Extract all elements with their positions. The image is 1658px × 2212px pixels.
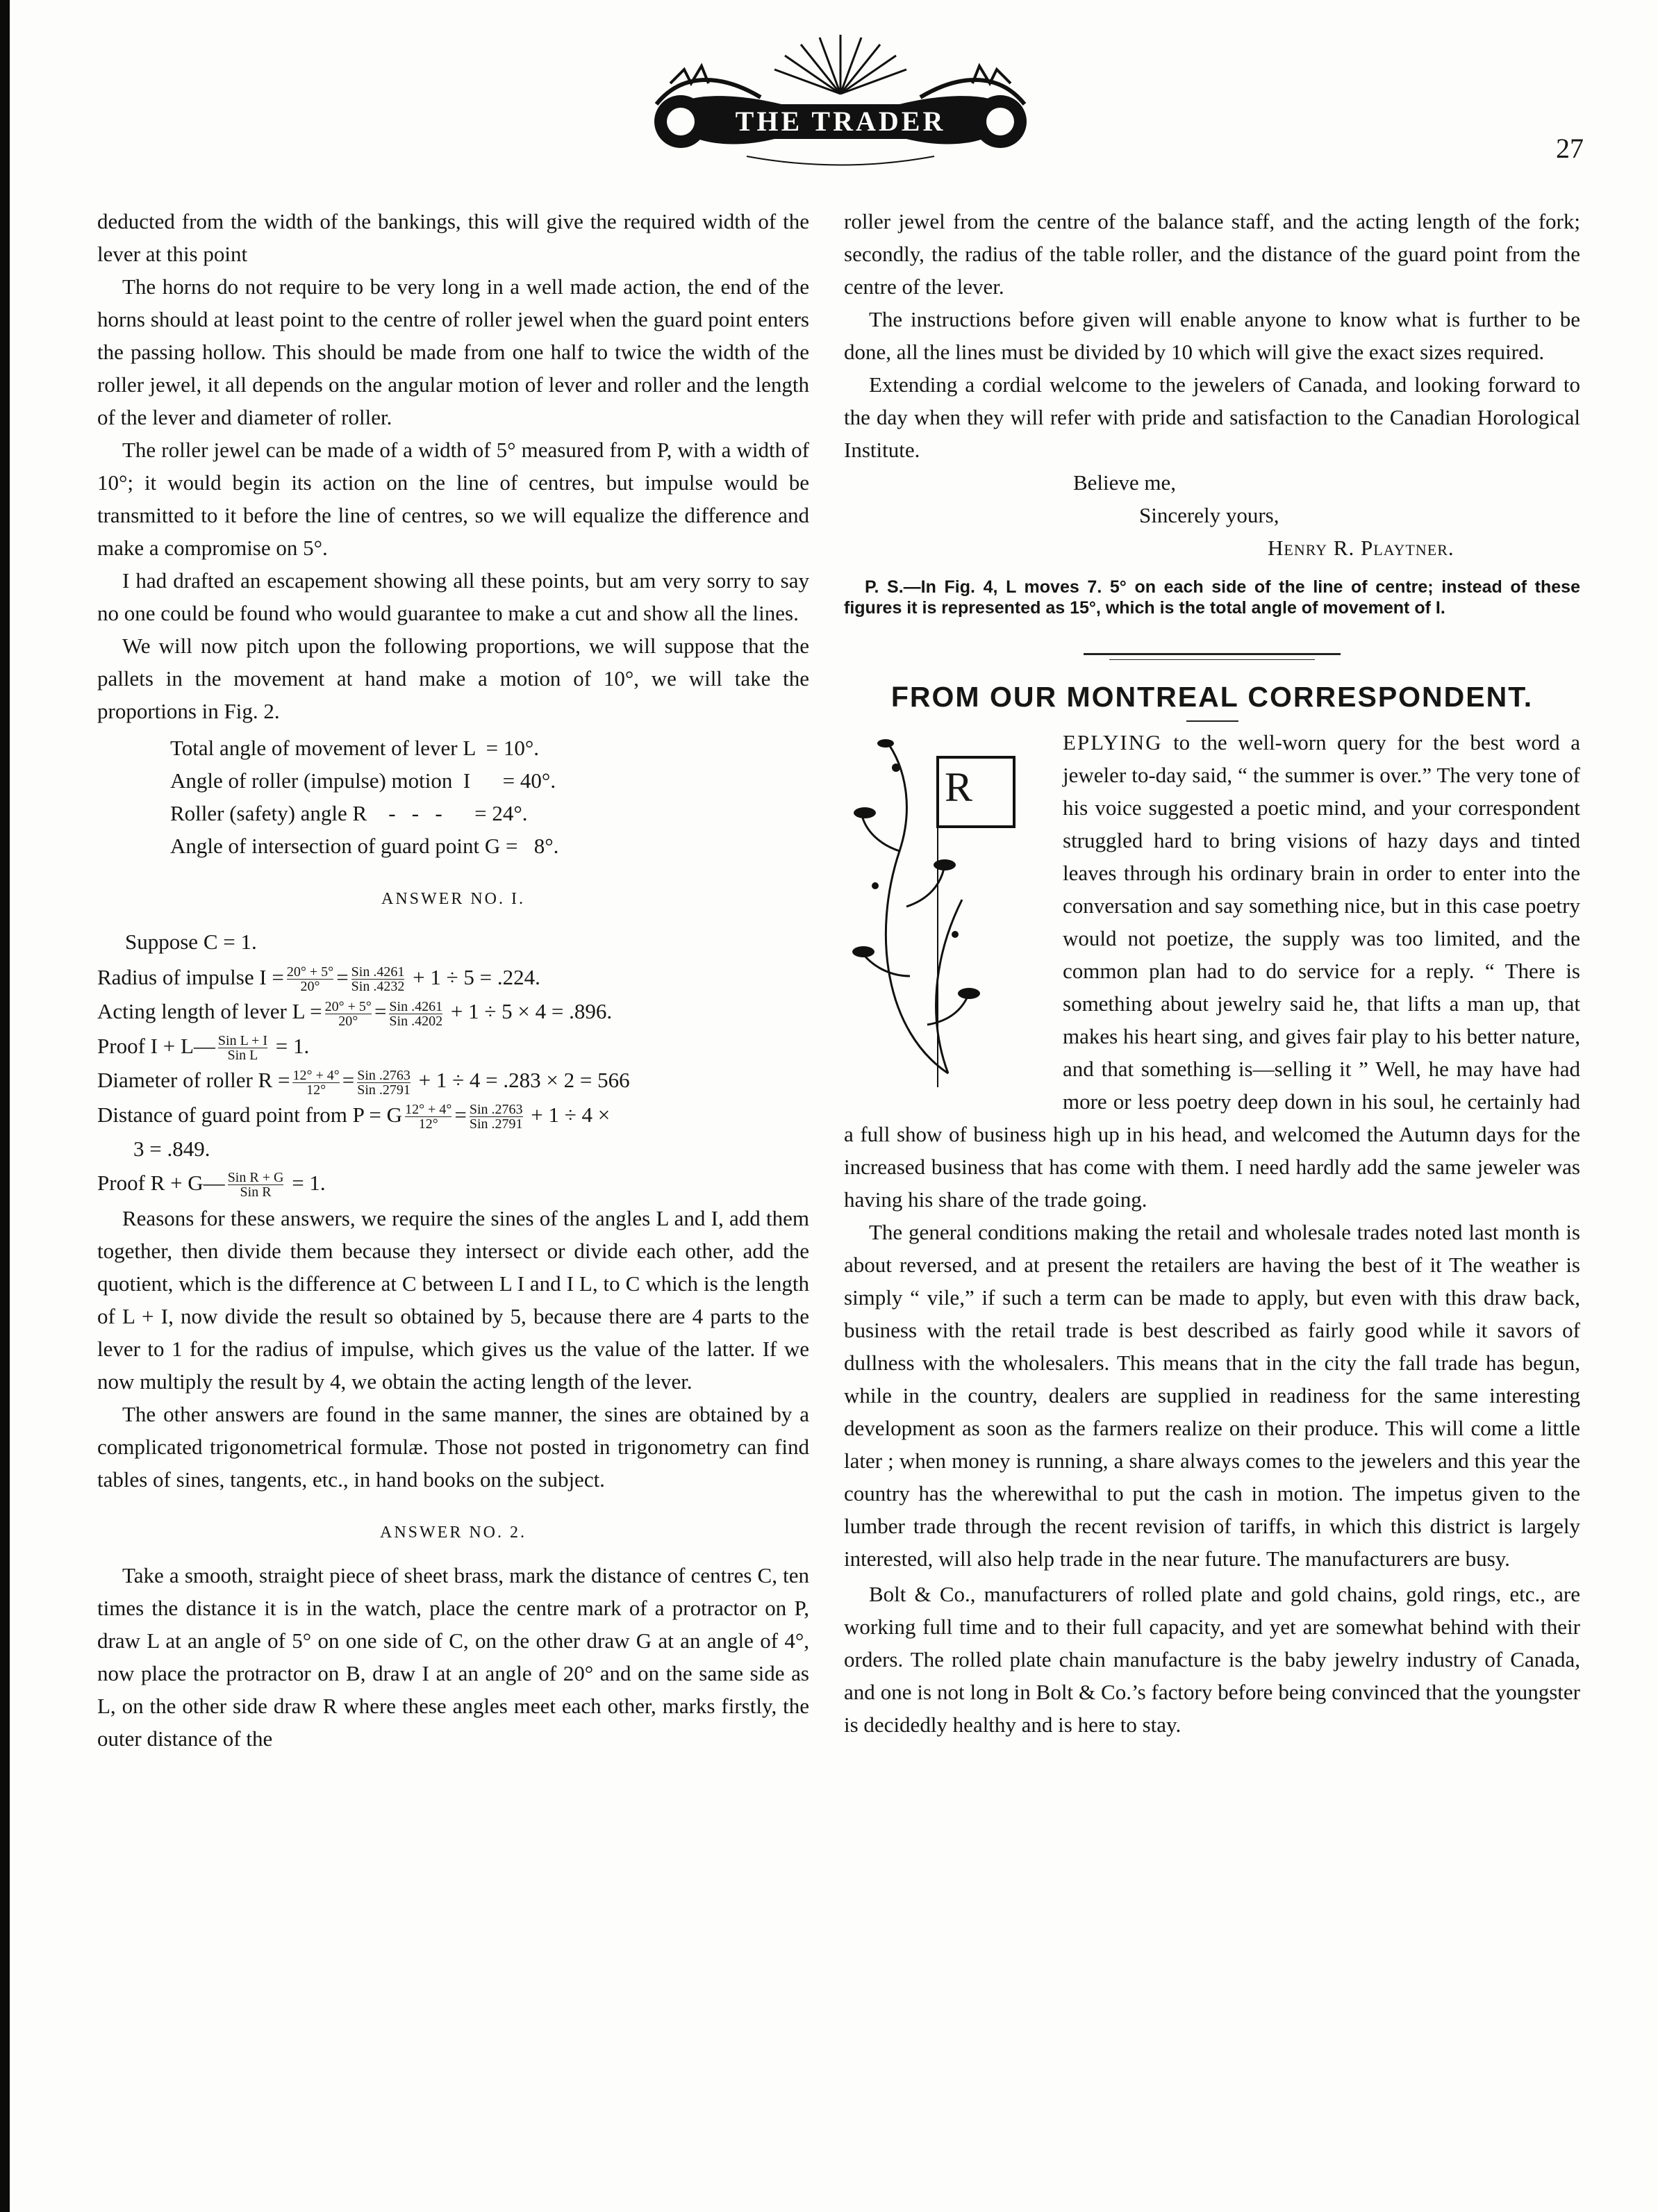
paragraph: Extending a cordial welcome to the jewelers of Canada, and looking forward to the day when they will refer with pride and satisfaction to the Canadian Horological Institute.: [844, 372, 1580, 462]
formula-fraction: [292, 1068, 339, 1097]
paragraph: The other answers are found in the same manner, the sines are obtained by a complicated trigonometrical formulæ. Those not posted in trigonometry can find tables of sines, tangents, etc., in hand books on the subject.: [97, 1402, 809, 1492]
formula-lhs: Distance of guard point from P = G: [97, 1102, 403, 1127]
formula-rest: + 1 ÷ 5 = .224.: [413, 965, 540, 989]
proportions-list: [170, 732, 809, 862]
section-title: FROM OUR MONTREAL CORRESPONDENT.: [890, 681, 1534, 713]
proportion-item: Angle of intersection of guard point G = 8°.: [170, 834, 559, 858]
fraction-numerator: Sin .4261: [389, 998, 443, 1014]
formula-fraction: [357, 1068, 411, 1097]
closing-line: Sincerely yours,: [1139, 503, 1279, 527]
paragraph: The instructions before given will enable anyone to know what is further to be done, all the lines must be divided by 10 which will give the exact sizes required.: [844, 307, 1580, 364]
fraction-denominator: Sin L: [227, 1048, 258, 1064]
lead-text: to the well-worn query for the best word a jeweler to-day said, “ the summer is over.” The very tone of his voice suggested a poetic mind, and your correspondent struggled hard to bring visions of hazy days and tinted leaves through his ordinary brain in order to enter into the conversation and say something nice, but in this case poetry would not poetize, the supply was too limited, and the common plan had to do service for a reply. “ There is something about jewelry said he, that lifts a man up, that makes his heart sing, and gives fair play to his better nature, and that something is—selling it ” Well, he may have had more or less poetry deep down in his soul, he certainly had a full show of business high up in his head, and welcomed the Autumn days for the increased business that has come with them. I need hardly add the same jeweler was having his share of the trade going.: [844, 730, 1580, 1212]
fraction-numerator: 12° + 4°: [292, 1067, 340, 1083]
formula: [97, 961, 809, 993]
formula: [97, 1098, 809, 1131]
proportion-item: Angle of roller (impulse) motion I = 40°.: [170, 768, 556, 793]
signature: Henry R. Playtner.: [1268, 536, 1454, 560]
right-column: [844, 205, 1580, 1741]
fraction-numerator: Sin R + G: [227, 1170, 284, 1186]
section-divider: [1084, 653, 1341, 660]
sun-rays-icon: [774, 35, 906, 94]
formula-list: [97, 961, 809, 1131]
fraction-denominator: 20°: [300, 979, 320, 995]
lead-first-word: EPLYING: [1063, 730, 1163, 754]
formula-fraction: [389, 1000, 442, 1028]
fraction-numerator: 12° + 4°: [405, 1101, 452, 1117]
formula-rest: = 1.: [275, 1033, 310, 1058]
paragraph: We will now pitch upon the following proportions, we will suppose that the pallets in the movement at hand make a motion of 10°, we will take the proportions in Fig. 2.: [97, 634, 809, 723]
paragraph: The general conditions making the retail and wholesale trades noted last month is about reversed, and at present the retailers are having the best of it The weather is simply “ vile,” if such a term can be made to apply, but even with this draw back, business with the retail trade is best described as fairly good while it savors of dullness with the wholesalers. This means that in the city the fall trade has begun, while in the country, dealers are supplied in readiness for the same interesting development as soon as the farmers realize on their produce. This will come a little later ; when money is running, a share always comes to the jewelers and this year the country has the wherewithal to put the cash in motion. The impetus given to the lumber trade through the recent revision of tariffs, in which this district is largely interested, will also help trade in the near future. The manufacturers are busy.: [844, 1220, 1580, 1571]
formula-fraction: [405, 1103, 451, 1131]
fraction-denominator: Sin .2791: [469, 1116, 523, 1132]
paragraph: deducted from the width of the bankings, this will give the required width of the lever at this point: [97, 209, 809, 266]
fraction-denominator: 20°: [338, 1013, 358, 1029]
formula-continuation: 3 = .849.: [133, 1136, 210, 1161]
fraction-numerator: Sin L + I: [217, 1033, 267, 1049]
fraction-denominator: 12°: [306, 1082, 326, 1098]
paragraph: Reasons for these answers, we require the sines of the angles L and I, add them together, then divide them because they intersect or divide each other, add the quotient, which is the difference at C between L I and I L, to C which is the length of L + I, now divide the result so obtained by 5, because there are 4 parts to the lever to 1 for the radius of impulse, which gives us the value of the latter. If we now multiply the result by 4, we obtain the acting length of the lever.: [97, 1206, 809, 1394]
dropcap-letter: R: [945, 764, 973, 810]
binding-edge: [0, 0, 10, 2212]
ornamental-dropcap: [844, 726, 1056, 1087]
fraction-numerator: 20° + 5°: [324, 998, 372, 1014]
formula-fraction: [287, 965, 333, 993]
paragraph: The roller jewel can be made of a width of 5° measured from P, with a width of 10°; it would begin its action on the line of centres, but impulse would be transmitted to it before the line of centres, so we will equalize the difference and make a compromise on 5°.: [97, 438, 809, 560]
paragraph: roller jewel from the centre of the balance staff, and the acting length of the fork; secondly, the radius of the table roller, and the distance of the guard point from the centre of the lever.: [844, 209, 1580, 299]
fraction-denominator: Sin .4232: [351, 979, 405, 995]
formula-rest: + 1 ÷ 4 ×: [531, 1102, 611, 1127]
fraction-denominator: Sin .4202: [389, 1013, 443, 1029]
postscript: P. S.—In Fig. 4, L moves 7. 5° on each side of the line of centre; instead of these figures it is represented as 15°, which is the total angle of movement of I.: [844, 577, 1580, 618]
fraction-numerator: 20° + 5°: [286, 964, 334, 980]
formula-fraction: [351, 965, 405, 993]
formula-lhs: Proof R + G—: [97, 1170, 225, 1195]
formula: [97, 1064, 809, 1096]
paragraph: Take a smooth, straight piece of sheet brass, mark the distance of centres C, ten times the distance it is in the watch, place the centre mark of a protractor on P, draw L at an angle of 5° on one side of C, on the other draw G at an angle of 4°, now place the protractor on B, draw I at an angle of 20° and on the same side as L, on the other side draw R where these angles meet each other, marks firstly, the outer distance of the: [97, 1563, 809, 1751]
answer-heading: ANSWER NO. I.: [381, 890, 525, 908]
fraction-numerator: Sin .2763: [357, 1067, 411, 1083]
formula-rest: + 1 ÷ 4 = .283 × 2 = 566: [418, 1068, 630, 1093]
formula-equals: =: [342, 1068, 355, 1093]
formula-fraction: [325, 1000, 372, 1028]
fraction-denominator: Sin R: [240, 1185, 272, 1200]
formula-equals: =: [374, 999, 387, 1024]
formula-lhs: Acting length of lever L =: [97, 999, 322, 1024]
formula-lhs: Diameter of roller R =: [97, 1068, 290, 1093]
formula-lhs: Proof I + L—: [97, 1033, 215, 1058]
formula-equals: =: [454, 1102, 467, 1127]
proportion-item: Total angle of movement of lever L = 10°.: [170, 736, 540, 760]
formula: [97, 1166, 809, 1199]
paragraph: Bolt & Co., manufacturers of rolled plate and gold chains, gold rings, etc., are working full time and to their full capacity, and yet are somewhat behind with their orders. The rolled plate chain manufacture is the baby jewelry industry of Canada, and one is not long in Bolt & Co.’s factory before being convinced that the youngster is decidedly healthy and is here to stay.: [844, 1582, 1580, 1737]
masthead-ornament: [643, 28, 1038, 174]
formula-fraction: [228, 1171, 284, 1199]
formula-equals: =: [336, 965, 349, 989]
answer-heading: ANSWER NO. 2.: [380, 1524, 527, 1542]
fraction-numerator: Sin .4261: [351, 964, 405, 980]
paragraph: The horns do not require to be very long in a well made action, the end of the horns should at least point to the centre of roller jewel when the guard point enters the passing hollow. This should be made from one half to twice the width of the roller jewel, it all depends on the angular motion of lever and roller and the length of the lever and diameter of roller.: [97, 274, 809, 429]
formula: [97, 1030, 809, 1062]
formula: [97, 995, 809, 1027]
fraction-denominator: 12°: [418, 1116, 438, 1132]
left-column: [97, 205, 809, 1755]
formula-rest: + 1 ÷ 5 × 4 = .896.: [450, 999, 613, 1024]
masthead-title: THE TRADER: [735, 106, 946, 137]
formula-lhs: Radius of impulse I =: [97, 965, 284, 989]
formula-fraction: [470, 1103, 523, 1131]
fraction-denominator: Sin .2791: [357, 1082, 411, 1098]
supposition: Suppose C = 1.: [125, 930, 257, 954]
closing-line: Believe me,: [1073, 470, 1177, 495]
fraction-numerator: Sin .2763: [469, 1101, 523, 1117]
proportion-item: Roller (safety) angle R - - - = 24°.: [170, 801, 528, 825]
divider: [1186, 720, 1238, 722]
formula-fraction: [218, 1034, 267, 1062]
paragraph: I had drafted an escapement showing all these points, but am very sorry to say no one could be found who would guarantee to make a cut and show all the lines.: [97, 568, 809, 625]
page-number: 27: [1556, 133, 1584, 164]
formula-rest: = 1.: [292, 1170, 326, 1195]
